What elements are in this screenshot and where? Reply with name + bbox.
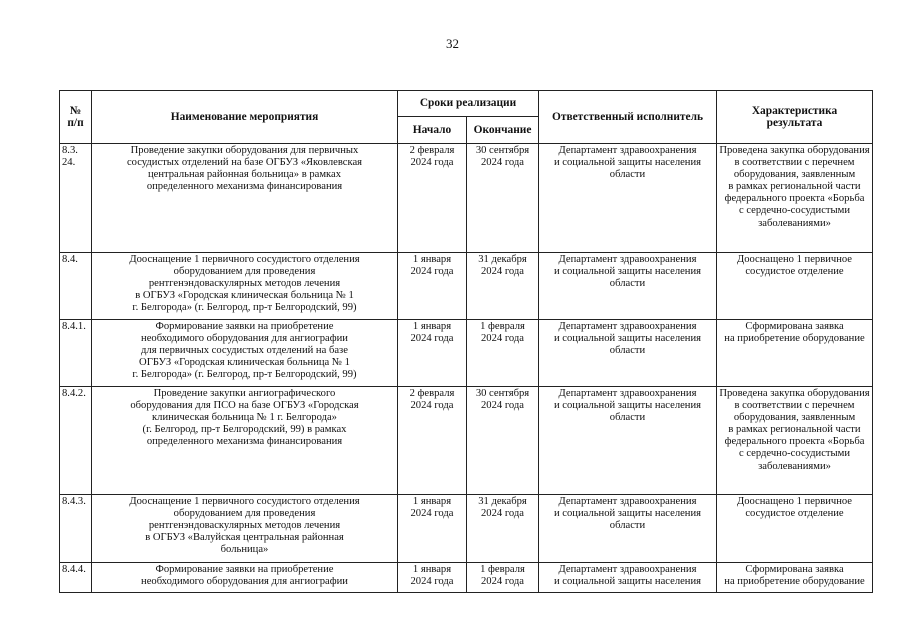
header-num: № п/п [60, 91, 92, 144]
activities-table [59, 90, 873, 593]
table-row [60, 495, 873, 563]
cell-num: 8.3. 24. [60, 144, 92, 253]
cell-start: 1 января 2024 года [398, 563, 467, 593]
cell-end: 31 декабря 2024 года [467, 253, 539, 320]
cell-name: Формирование заявки на приобретение необходимого оборудования для ангиографии [92, 563, 398, 593]
header-responsible: Ответственный исполнитель [539, 91, 717, 144]
table-row [60, 320, 873, 387]
page-number: 32 [446, 36, 459, 51]
header-start: Начало [398, 117, 467, 144]
cell-end: 31 декабря 2024 года [467, 495, 539, 563]
cell-name: Формирование заявки на приобретение необходимого оборудования для ангиографии для первичных сосудистых отделений на базе ОГБУЗ «Городская клиническая больница № 1 г. Белгорода» (г. Белгород, пр-т Белгородский, 99) [92, 320, 398, 387]
table-header-row [60, 91, 873, 117]
cell-num: 8.4. [60, 253, 92, 320]
cell-end: 30 сентября 2024 года [467, 144, 539, 253]
cell-start: 2 февраля 2024 года [398, 144, 467, 253]
cell-num: 8.4.2. [60, 387, 92, 495]
cell-end: 1 февраля 2024 года [467, 563, 539, 593]
cell-start: 1 января 2024 года [398, 495, 467, 563]
table-row [60, 563, 873, 593]
header-name: Наименование мероприятия [92, 91, 398, 144]
header-period: Сроки реализации [398, 91, 539, 117]
cell-num: 8.4.3. [60, 495, 92, 563]
cell-name: Проведение закупки оборудования для первичных сосудистых отделений на базе ОГБУЗ «Яковлевская центральная районная больница» в рамках определенного механизма финансирования [92, 144, 398, 253]
cell-end: 1 февраля 2024 года [467, 320, 539, 387]
cell-responsible: Департамент здравоохранения и социальной защиты населения [539, 563, 717, 593]
header-result: Характеристика результата [717, 91, 873, 144]
cell-responsible: Департамент здравоохранения и социальной защиты населения области [539, 387, 717, 495]
cell-start: 1 января 2024 года [398, 320, 467, 387]
cell-end: 30 сентября 2024 года [467, 387, 539, 495]
table-row [60, 387, 873, 495]
cell-result: Сформирована заявка на приобретение оборудование [717, 320, 873, 387]
cell-responsible: Департамент здравоохранения и социальной защиты населения области [539, 253, 717, 320]
cell-responsible: Департамент здравоохранения и социальной защиты населения области [539, 495, 717, 563]
table-row [60, 144, 873, 253]
cell-result: Проведена закупка оборудования в соответствии с перечнем оборудования, заявленным в рамках региональной части федерального проекта «Борьба с сердечно-сосудистыми заболеваниями» [717, 387, 873, 495]
cell-responsible: Департамент здравоохранения и социальной защиты населения области [539, 144, 717, 253]
cell-result: Проведена закупка оборудования в соответствии с перечнем оборудования, заявленным в рамках региональной части федерального проекта «Борьба с сердечно-сосудистыми заболеваниями» [717, 144, 873, 253]
cell-name: Дооснащение 1 первичного сосудистого отделения оборудованием для проведения рентгенэндоваскулярных методов лечения в ОГБУЗ «Валуйская центральная районная больница» [92, 495, 398, 563]
cell-num: 8.4.4. [60, 563, 92, 593]
cell-name: Дооснащение 1 первичного сосудистого отделения оборудованием для проведения рентгенэндоваскулярных методов лечения в ОГБУЗ «Городская клиническая больница № 1 г. Белгорода» (г. Белгород, пр-т Белгородский, 99) [92, 253, 398, 320]
header-end: Окончание [467, 117, 539, 144]
cell-result: Дооснащено 1 первичное сосудистое отделение [717, 253, 873, 320]
cell-result: Дооснащено 1 первичное сосудистое отделение [717, 495, 873, 563]
cell-num: 8.4.1. [60, 320, 92, 387]
cell-start: 1 января 2024 года [398, 253, 467, 320]
table-row [60, 253, 873, 320]
cell-start: 2 февраля 2024 года [398, 387, 467, 495]
cell-name: Проведение закупки ангиографического оборудования для ПСО на базе ОГБУЗ «Городская клиническая больница № 1 г. Белгорода» (г. Белгород, пр-т Белгородский, 99) в рамках определенного механизма финансирования [92, 387, 398, 495]
cell-responsible: Департамент здравоохранения и социальной защиты населения области [539, 320, 717, 387]
cell-result: Сформирована заявка на приобретение оборудование [717, 563, 873, 593]
